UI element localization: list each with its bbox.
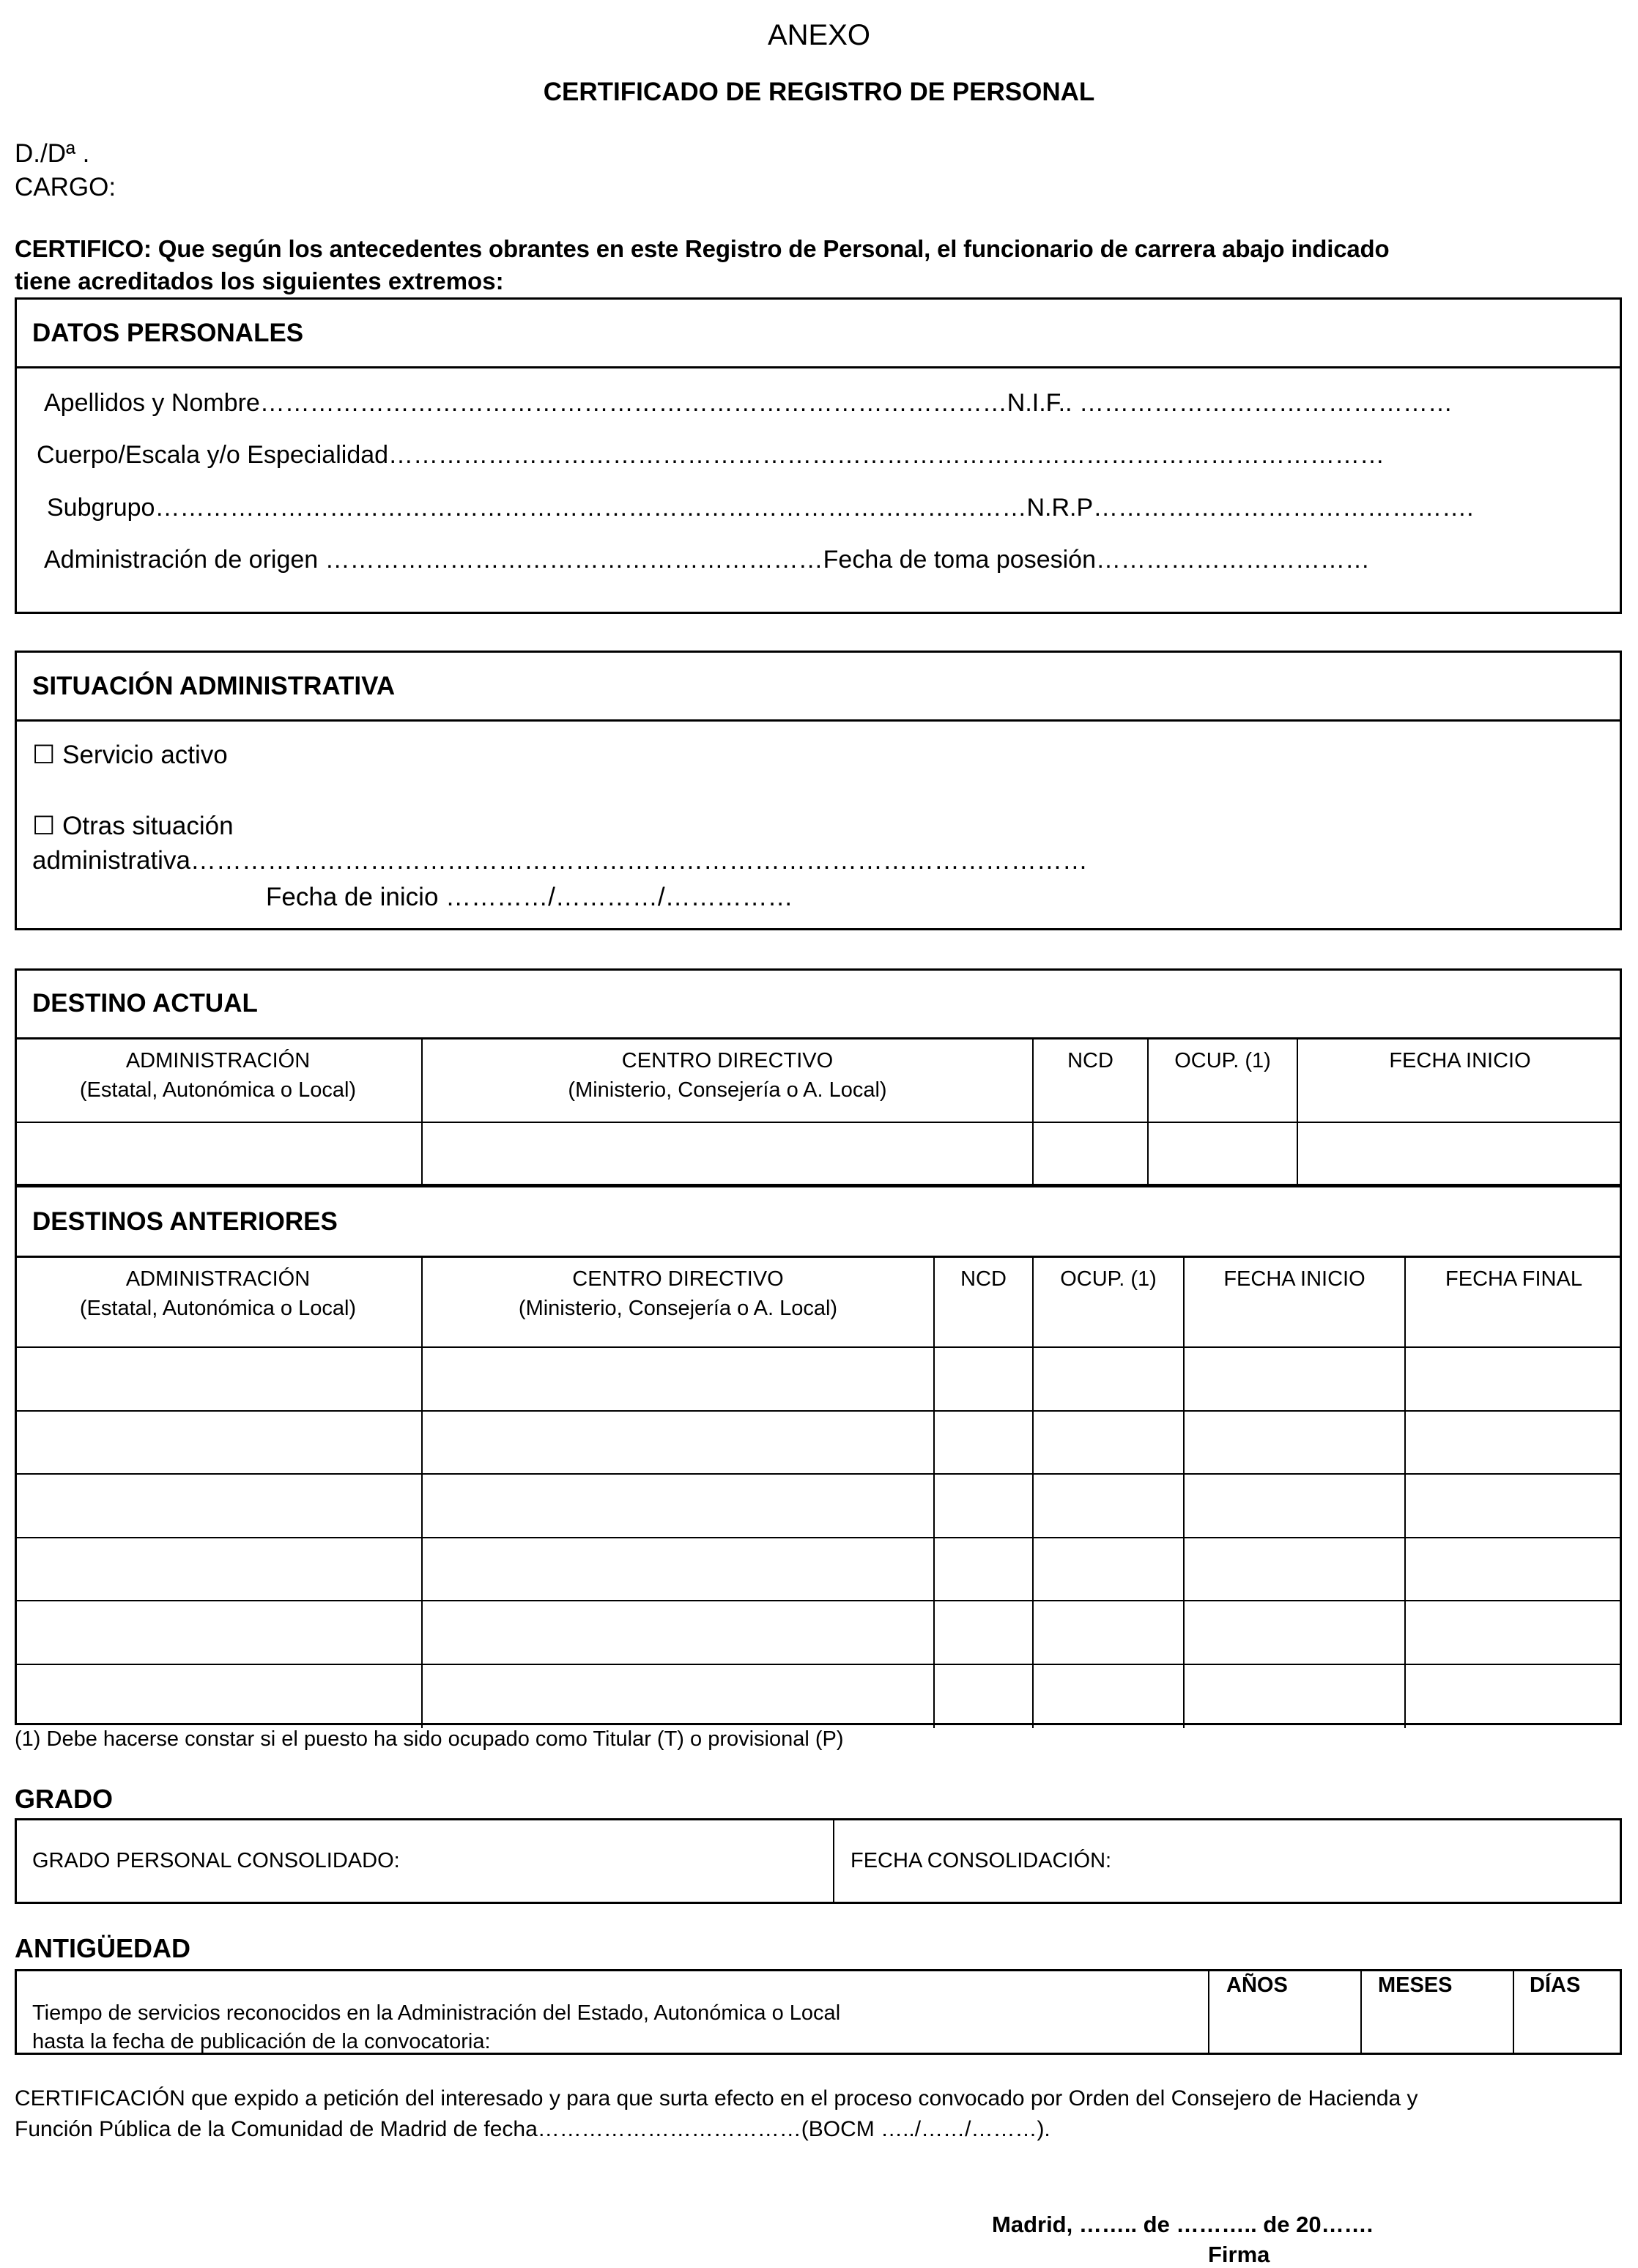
column-header-title: FECHA FINAL <box>1445 1267 1582 1291</box>
table-cell[interactable] <box>1406 1665 1622 1729</box>
table-cell[interactable] <box>1406 1538 1622 1602</box>
table-cell[interactable] <box>423 1412 935 1475</box>
column-header-title: ADMINISTRACIÓN <box>125 1267 311 1291</box>
certificacion-line1: CERTIFICACIÓN que expido a petición del interesado y para que surta efecto en el proceso convocado por Orden del Consejero de Hacienda y <box>15 2086 1418 2110</box>
table-cell[interactable] <box>15 1475 423 1538</box>
column-header-title: CENTRO DIRECTIVO <box>621 1049 834 1072</box>
checkbox-icon[interactable]: ☐ <box>32 741 56 769</box>
table-cell[interactable] <box>935 1538 1034 1602</box>
firma-label: Firma <box>1208 2242 1270 2267</box>
table-cell[interactable] <box>1406 1348 1622 1412</box>
table-cell[interactable] <box>1034 1601 1185 1665</box>
fecha-consolidacion-field[interactable]: FECHA CONSOLIDACIÓN: <box>850 1849 1112 1872</box>
column-header <box>1034 1039 1149 1123</box>
divider <box>833 1818 834 1904</box>
column-header <box>423 1257 935 1348</box>
certificacion-line2: Función Pública de la Comunidad de Madrid de fecha………………………………(BOCM …../……/………). <box>15 2117 1050 2141</box>
name-label: D./Dª . <box>15 139 90 168</box>
column-header-title: FECHA INICIO <box>1389 1049 1531 1072</box>
anos-column: AÑOS <box>1226 1974 1288 1997</box>
table-cell[interactable] <box>1185 1412 1406 1475</box>
table-cell[interactable] <box>1406 1412 1622 1475</box>
column-header <box>423 1039 1034 1123</box>
table-cell[interactable] <box>1406 1475 1622 1538</box>
column-header <box>15 1039 423 1123</box>
otras-label: Otras situación <box>62 812 234 840</box>
servicio-activo-option[interactable] <box>32 742 228 768</box>
antiguedad-line1: Tiempo de servicios reconocidos en la Administración del Estado, Autonómica o Local <box>32 2001 841 2025</box>
table-cell[interactable] <box>15 1123 423 1185</box>
dias-column: DÍAS <box>1530 1974 1581 1997</box>
column-header <box>1185 1257 1406 1348</box>
destinos-anteriores-heading: DESTINOS ANTERIORES <box>32 1207 338 1236</box>
document-title: CERTIFICADO DE REGISTRO DE PERSONAL <box>543 78 1095 106</box>
divider <box>1513 1969 1514 2055</box>
annex-title: ANEXO <box>767 19 871 51</box>
table-cell[interactable] <box>1034 1538 1185 1602</box>
otras-situacion-option[interactable] <box>32 813 234 839</box>
column-header <box>1034 1257 1185 1348</box>
column-header <box>1406 1257 1622 1348</box>
table-cell[interactable] <box>15 1665 423 1729</box>
column-header <box>15 1257 423 1348</box>
subgrupo-field[interactable]: Subgrupo……………………………………………………………………………………………N.R.P………………………………………. <box>47 494 1474 522</box>
situacion-heading: SITUACIÓN ADMINISTRATIVA <box>32 672 396 700</box>
table-cell[interactable] <box>15 1601 423 1665</box>
footnote: (1) Debe hacerse constar si el puesto ha sido ocupado como Titular (T) o provisional (P) <box>15 1727 844 1751</box>
grado-heading: GRADO <box>15 1784 113 1814</box>
administrativa-field[interactable]: administrativa…………………………………………………………………………………………… <box>32 846 1088 875</box>
cuerpo-field[interactable]: Cuerpo/Escala y/o Especialidad………………………………………………………………………………………………………… <box>37 441 1385 469</box>
certifico-line2: tiene acreditados los siguientes extremos: <box>15 267 504 294</box>
divider <box>1208 1969 1209 2055</box>
table-cell[interactable] <box>1034 1475 1185 1538</box>
table-cell[interactable] <box>935 1665 1034 1729</box>
table-cell[interactable] <box>1298 1123 1622 1185</box>
table-cell[interactable] <box>1185 1348 1406 1412</box>
datos-personales-heading: DATOS PERSONALES <box>32 319 304 347</box>
table-cell[interactable] <box>1034 1348 1185 1412</box>
servicio-activo-label: Servicio activo <box>62 741 228 769</box>
table-cell[interactable] <box>935 1601 1034 1665</box>
table-cell[interactable] <box>1034 1123 1149 1185</box>
column-header-title: NCD <box>960 1267 1007 1291</box>
certifico-line1: CERTIFICO: Que según los antecedentes obrantes en este Registro de Personal, el funcionario de carrera abajo indicado <box>15 235 1390 262</box>
checkbox-icon[interactable]: ☐ <box>32 812 56 840</box>
apellidos-field[interactable]: Apellidos y Nombre………………………………………………………………………………N.I.F.. ……………………………………… <box>44 389 1453 417</box>
table-cell[interactable] <box>1149 1123 1298 1185</box>
grado-consolidado-field[interactable]: GRADO PERSONAL CONSOLIDADO: <box>32 1849 400 1872</box>
table-cell[interactable] <box>423 1665 935 1729</box>
column-header <box>1298 1039 1622 1123</box>
divider <box>15 366 1622 368</box>
administracion-field[interactable]: Administración de origen ……………………………………………………Fecha de toma posesión…………………………… <box>44 546 1370 574</box>
cargo-label: CARGO: <box>15 173 116 201</box>
table-cell[interactable] <box>1185 1538 1406 1602</box>
column-header-subtitle: (Ministerio, Consejería o A. Local) <box>518 1297 838 1320</box>
column-header-subtitle: (Ministerio, Consejería o A. Local) <box>568 1078 887 1102</box>
divider <box>1360 1969 1362 2055</box>
fecha-inicio-field[interactable]: Fecha de inicio …………/…………/…………… <box>266 883 793 911</box>
column-header-title: ADMINISTRACIÓN <box>125 1049 311 1072</box>
table-cell[interactable] <box>423 1601 935 1665</box>
column-header-subtitle: (Estatal, Autonómica o Local) <box>79 1078 357 1102</box>
table-cell[interactable] <box>15 1412 423 1475</box>
place-date: Madrid, …….. de ……….. de 20……. <box>992 2212 1374 2237</box>
table-cell[interactable] <box>935 1348 1034 1412</box>
table-cell[interactable] <box>1185 1665 1406 1729</box>
table-cell[interactable] <box>1185 1475 1406 1538</box>
divider <box>15 719 1622 722</box>
table-cell[interactable] <box>935 1475 1034 1538</box>
table-cell[interactable] <box>1034 1665 1185 1729</box>
antiguedad-line2: hasta la fecha de publicación de la convocatoria: <box>32 2030 491 2053</box>
table-cell[interactable] <box>1034 1412 1185 1475</box>
column-header-title: CENTRO DIRECTIVO <box>572 1267 784 1291</box>
column-header <box>1149 1039 1298 1123</box>
table-cell[interactable] <box>1406 1601 1622 1665</box>
destino-actual-heading: DESTINO ACTUAL <box>32 989 258 1018</box>
column-header-title: FECHA INICIO <box>1223 1267 1365 1291</box>
column-header-title: NCD <box>1067 1049 1113 1072</box>
column-header <box>935 1257 1034 1348</box>
table-cell[interactable] <box>423 1538 935 1602</box>
column-header-title: OCUP. (1) <box>1060 1267 1157 1291</box>
table-cell[interactable] <box>423 1475 935 1538</box>
column-header-subtitle: (Estatal, Autonómica o Local) <box>79 1297 357 1320</box>
column-header-title: OCUP. (1) <box>1174 1049 1271 1072</box>
table-cell[interactable] <box>423 1348 935 1412</box>
meses-column: MESES <box>1378 1974 1453 1997</box>
table-cell[interactable] <box>935 1412 1034 1475</box>
table-cell[interactable] <box>1185 1601 1406 1665</box>
table-cell[interactable] <box>15 1538 423 1602</box>
divider <box>15 1185 1622 1187</box>
antiguedad-heading: ANTIGÜEDAD <box>15 1933 190 1963</box>
table-cell[interactable] <box>15 1348 423 1412</box>
table-cell[interactable] <box>423 1123 1034 1185</box>
